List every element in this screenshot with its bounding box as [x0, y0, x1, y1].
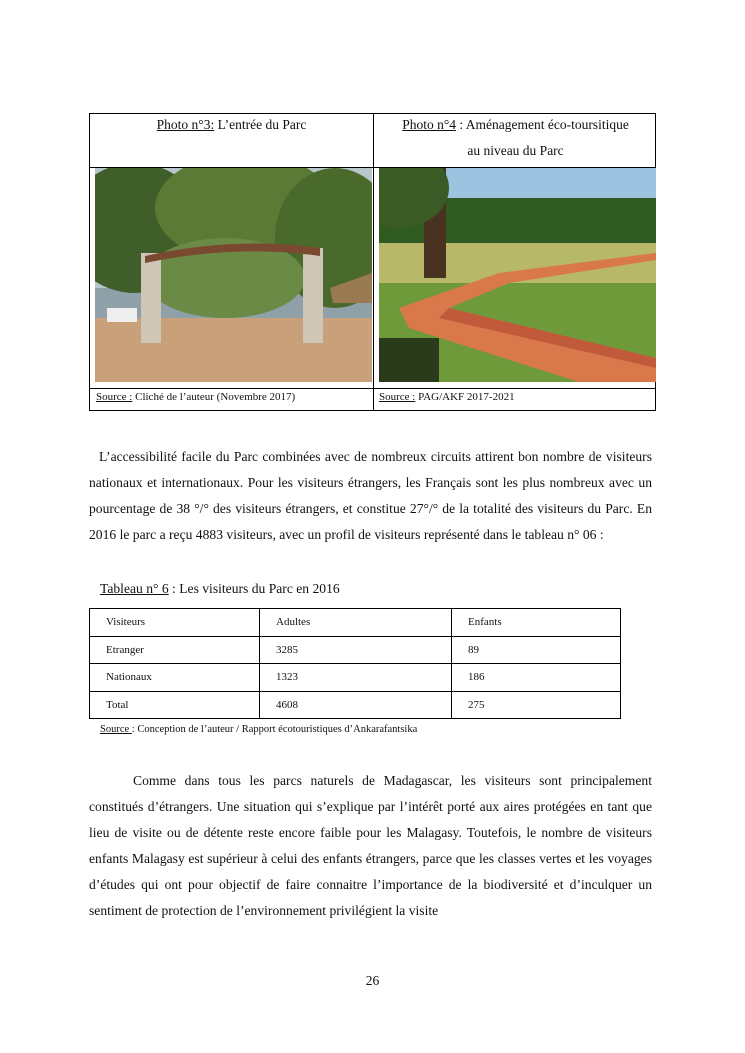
table-cell: Nationaux	[90, 664, 260, 692]
photo-table	[89, 113, 656, 411]
paragraph-2	[89, 768, 652, 924]
table-cell: 186	[452, 664, 621, 692]
table-row	[90, 636, 621, 664]
table-header-row	[90, 609, 621, 637]
divider	[90, 388, 655, 389]
table-header: Adultes	[260, 609, 452, 637]
table-cell: 89	[452, 636, 621, 664]
photo3-source-label: Source :	[96, 391, 133, 403]
photo4-source-text: PAG/AKF 2017-2021	[415, 391, 515, 403]
photo3-source	[96, 391, 295, 403]
table-cell: Total	[90, 691, 260, 719]
paragraph-2-text: Comme dans tous les parcs naturels de Madagascar, les visiteurs sont principalement constitués d’étrangers. Une situation qui s’explique par l’intérêt porté aux aires protégées en tant que lieu de visite ou de détente reste encore faible pour les Malagasy. Toutefois, le nombre de visiteurs enfants Malagasy est supérieur à celui des enfants étrangers, parce que les classes vertes et les voyages d’études qui ont pour objectif de faire connaitre l’importance de la biodiversité et d’inculquer un sentiment de protection de l’environnement privilégient la visite	[89, 773, 652, 918]
photo3-source-text: Cliché de l’auteur (Novembre 2017)	[132, 391, 296, 403]
photo4-title-line2: au niveau du Parc	[467, 143, 564, 158]
table-row	[90, 691, 621, 719]
photo4-source	[379, 391, 515, 403]
paragraph-1-text: L’accessibilité facile du Parc combinées avec de nombreux circuits attirent bon nombre de visiteurs nationaux et internationaux. Pour les visiteurs étrangers, les Français sont les plus nombreux avec un pourcentage de 38 °/° des visiteurs étrangers, et constitue 27°/° de la totalité des visiteurs du Parc. En 2016 le parc a reçu 4883 visiteurs, avec un profil de visiteurs représenté dans le tableau n° 06 :	[89, 449, 652, 542]
visitors-table	[89, 608, 621, 719]
table-cell: 1323	[260, 664, 452, 692]
table-cell: Etranger	[90, 636, 260, 664]
photo3-label: Photo n°3:	[156, 117, 215, 132]
table-source-text: : Conception de l’auteur / Rapport écotouristiques d’Ankarafantsika	[131, 724, 418, 735]
table-cell: 4608	[260, 691, 452, 719]
park-entrance-photo	[95, 168, 372, 382]
table-row	[90, 664, 621, 692]
photo3-caption	[90, 112, 373, 138]
table-cell: 275	[452, 691, 621, 719]
page-number: 26	[365, 973, 380, 988]
table-header: Enfants	[452, 609, 621, 637]
photo4-source-label: Source :	[379, 391, 416, 403]
table-caption	[100, 581, 340, 597]
photo3-title: L’entrée du Parc	[214, 117, 307, 132]
table-cell: 3285	[260, 636, 452, 664]
photo4-caption	[374, 112, 657, 164]
paragraph-1	[89, 444, 652, 548]
photo4-label: Photo n°4	[402, 117, 456, 132]
table-source-label: Source	[100, 724, 132, 735]
table-header: Visiteurs	[90, 609, 260, 637]
table-caption-title: : Les visiteurs du Parc en 2016	[168, 581, 340, 596]
boardwalk-photo	[379, 168, 656, 382]
photo4-title: : Aménagement éco-toursitique	[455, 117, 629, 132]
table-caption-label: Tableau n° 6	[100, 581, 169, 596]
table-source	[100, 724, 417, 735]
